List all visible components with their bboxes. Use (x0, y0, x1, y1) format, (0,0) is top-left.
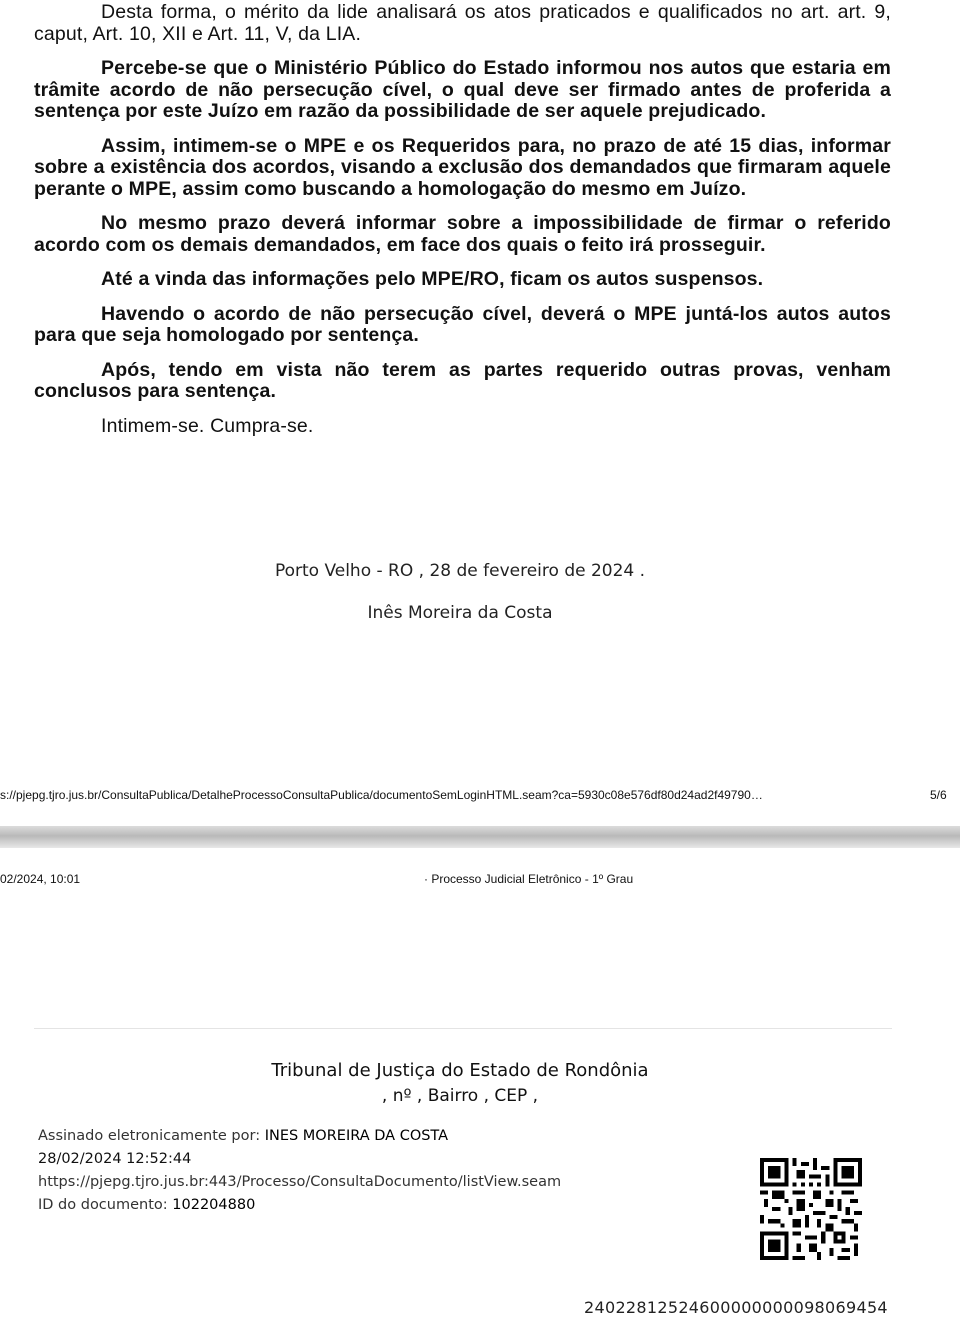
divider (34, 1028, 892, 1029)
paragraph-summons: Assim, intimem-se o MPE e os Requeridos para, no prazo de até 15 dias, informar sobre a existência dos acordos, visando a exclusão dos demandados que firmaram aquele perante o MPE, assim como buscando a homologação do mesmo em Juízo. (34, 134, 891, 200)
signer-name: INES MOREIRA DA COSTA (264, 1128, 449, 1144)
print-header-title: · Processo Judicial Eletrônico - 1º Grau (424, 872, 634, 886)
paragraph-suspension: Até a vinda das informações pelo MPE/RO, ficam os autos suspensos. (101, 268, 764, 290)
print-header-datetime: 02/2024, 10:01 (0, 872, 81, 886)
paragraph-merit: Desta forma, o mérito da lide analisará os atos praticados e qualificados no art. art. 9, caput, Art. 10, XII e Art. 11, V, da LIA. (34, 1, 891, 45)
document-id-value: 102204880 (172, 1197, 256, 1213)
signed-by-line (38, 1128, 448, 1144)
document-id-label: ID do documento: (38, 1197, 168, 1213)
paragraph-mpe-informed: Percebe-se que o Ministério Público do Estado informou nos autos que estaria em trâmite acordo de não persecução cível, o qual deve ser firmado antes de proferida a sentença por este Juízo em razão da possibilidade de ser aquele prejudicado. (34, 57, 891, 122)
page-separator (0, 826, 960, 848)
court-address: , nº , Bairro , CEP , (381, 1086, 539, 1106)
qr-code-icon (760, 1158, 862, 1260)
signature-datetime: 28/02/2024 12:52:44 (38, 1151, 192, 1167)
document-id-line (38, 1197, 255, 1213)
document-page-6 (0, 848, 960, 1326)
paragraph-conclusion: Após, tendo em vista não terem as partes requerido outras provas, venham conclusos para sentença. (34, 358, 891, 402)
court-name: Tribunal de Justiça do Estado de Rondônia (271, 1060, 649, 1081)
document-code: 24022812524600000000098069454 (584, 1298, 888, 1317)
paragraph-homologation: Havendo o acordo de não persecução cível, deverá o MPE juntá-los autos autos para que seja homologado por sentença. (34, 302, 891, 346)
verify-url[interactable]: https://pjepg.tjro.jus.br:443/Processo/ConsultaDocumento/listView.seam (38, 1174, 562, 1190)
paragraph-closing: Intimem-se. Cumpra-se. (101, 414, 314, 437)
judge-name: Inês Moreira da Costa (367, 603, 553, 623)
paragraph-same-deadline: No mesmo prazo deverá informar sobre a impossibilidade de firmar o referido acordo com os demais demandados, em face dos quais o feito irá prosseguir. (34, 212, 891, 256)
signed-by-label: Assinado eletronicamente por: (38, 1128, 261, 1144)
place-date: Porto Velho - RO , 28 de fevereiro de 2024 . (274, 561, 646, 581)
print-footer-url[interactable]: s://pjepg.tjro.jus.br/ConsultaPublica/DetalheProcessoConsultaPublica/documentoSemLoginHTML.seam?ca=5930c08e576df80d24ad2f49790… (0, 788, 763, 802)
page-number: 5/6 (930, 788, 947, 802)
decision-body (34, 2, 891, 450)
